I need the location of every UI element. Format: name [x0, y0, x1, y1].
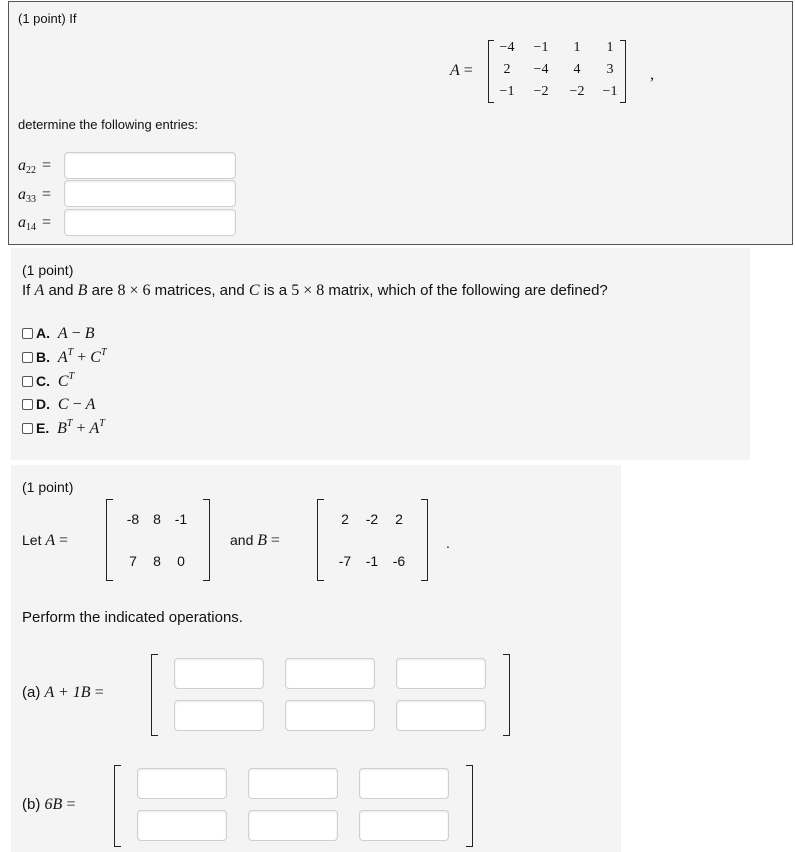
part-b-label: (b) 6B = [22, 796, 76, 813]
choice-d[interactable]: D. C − A [22, 394, 95, 414]
entry-a33-label: $a_{33}$ = [18, 186, 52, 205]
matrix-cell: 7 [129, 553, 137, 569]
matrix-cell: -1 [174, 511, 188, 527]
matrix-b3-period: . [446, 535, 450, 551]
part-b-r2c1-input[interactable] [137, 810, 227, 841]
problem-1-instruction: determine the following entries: [18, 117, 198, 132]
let-a-label: Let A = [22, 532, 69, 549]
problem-2-header: (1 point) [22, 262, 74, 278]
matrix-a3-right-bracket [203, 499, 210, 581]
part-a-label: (a) A + 1B = [22, 684, 104, 701]
matrix-a3-left-bracket [106, 499, 113, 581]
problem-3-instruction: Perform the indicated operations. [22, 609, 243, 626]
matrix-cell: −1 [533, 40, 549, 55]
entry-a22-label: $a_{22}$ = [18, 157, 52, 176]
choice-e[interactable]: E. $B^T + A^T$ [22, 418, 105, 438]
part-a-r1c1-input[interactable] [174, 658, 264, 689]
part-b-r1c2-input[interactable] [248, 768, 338, 799]
matrix-cell: -2 [365, 511, 379, 527]
matrix-cell: −1 [602, 84, 618, 99]
choice-a-checkbox[interactable] [22, 328, 33, 339]
part-b-r1c1-input[interactable] [137, 768, 227, 799]
choice-c[interactable]: C. $C^T$ [22, 371, 74, 391]
choice-d-checkbox[interactable] [22, 399, 33, 410]
part-b-r2c3-input[interactable] [359, 810, 449, 841]
and-b-label: and B = [230, 532, 280, 549]
matrix-cell: −4 [499, 40, 515, 55]
matrix-cell: 8 [153, 511, 161, 527]
matrix-cell: 2 [503, 62, 511, 77]
choice-e-checkbox[interactable] [22, 423, 33, 434]
part-b-r2c2-input[interactable] [248, 810, 338, 841]
part-b-r1c3-input[interactable] [359, 768, 449, 799]
problem-2-prompt: If A and B are 8 × 6 matrices, and C is a 5 × 8 matrix, which of the following are defined? [22, 282, 608, 299]
matrix-cell: 1 [573, 40, 581, 55]
part-a-r2c3-input[interactable] [396, 700, 486, 731]
part-a-r1c2-input[interactable] [285, 658, 375, 689]
problem-2-panel [11, 248, 750, 460]
matrix-b3-right-bracket [421, 499, 428, 581]
matrix-cell: 0 [177, 553, 185, 569]
matrix-cell: −1 [499, 84, 515, 99]
matrix-b3-left-bracket [317, 499, 324, 581]
problem-1-header: (1 point) If [18, 11, 77, 26]
matrix-cell: −2 [533, 84, 549, 99]
entry-a14-label: $a_{14}$ = [18, 214, 52, 233]
matrix-cell: 8 [153, 553, 161, 569]
entry-a22-input[interactable] [64, 152, 236, 179]
matrix-cell: −2 [569, 84, 585, 99]
choice-a[interactable]: A. A − B [22, 323, 94, 343]
part-a-r2c2-input[interactable] [285, 700, 375, 731]
part-a-right-bracket [503, 654, 510, 736]
problem-3-header: (1 point) [22, 479, 74, 495]
matrix-cell: 3 [606, 62, 614, 77]
entry-a14-input[interactable] [64, 209, 236, 236]
part-a-left-bracket [151, 654, 158, 736]
matrix-cell: 4 [573, 62, 581, 77]
part-b-left-bracket [114, 765, 121, 847]
choice-c-checkbox[interactable] [22, 376, 33, 387]
matrix-cell: -6 [392, 553, 406, 569]
matrix-cell: -7 [338, 553, 352, 569]
matrix-cell: 1 [606, 40, 614, 55]
part-a-r1c3-input[interactable] [396, 658, 486, 689]
choice-b[interactable]: B. $A^T + C^T$ [22, 347, 107, 367]
matrix-cell: 2 [341, 511, 349, 527]
matrix-cell: -8 [126, 511, 140, 527]
choice-b-checkbox[interactable] [22, 352, 33, 363]
matrix-a-label: A = [450, 62, 473, 79]
matrix-cell: −4 [533, 62, 549, 77]
matrix-cell: -1 [365, 553, 379, 569]
matrix-cell: 2 [395, 511, 403, 527]
matrix-a-trailing-comma: , [650, 66, 654, 83]
entry-a33-input[interactable] [64, 180, 236, 207]
part-a-r2c1-input[interactable] [174, 700, 264, 731]
part-b-right-bracket [466, 765, 473, 847]
